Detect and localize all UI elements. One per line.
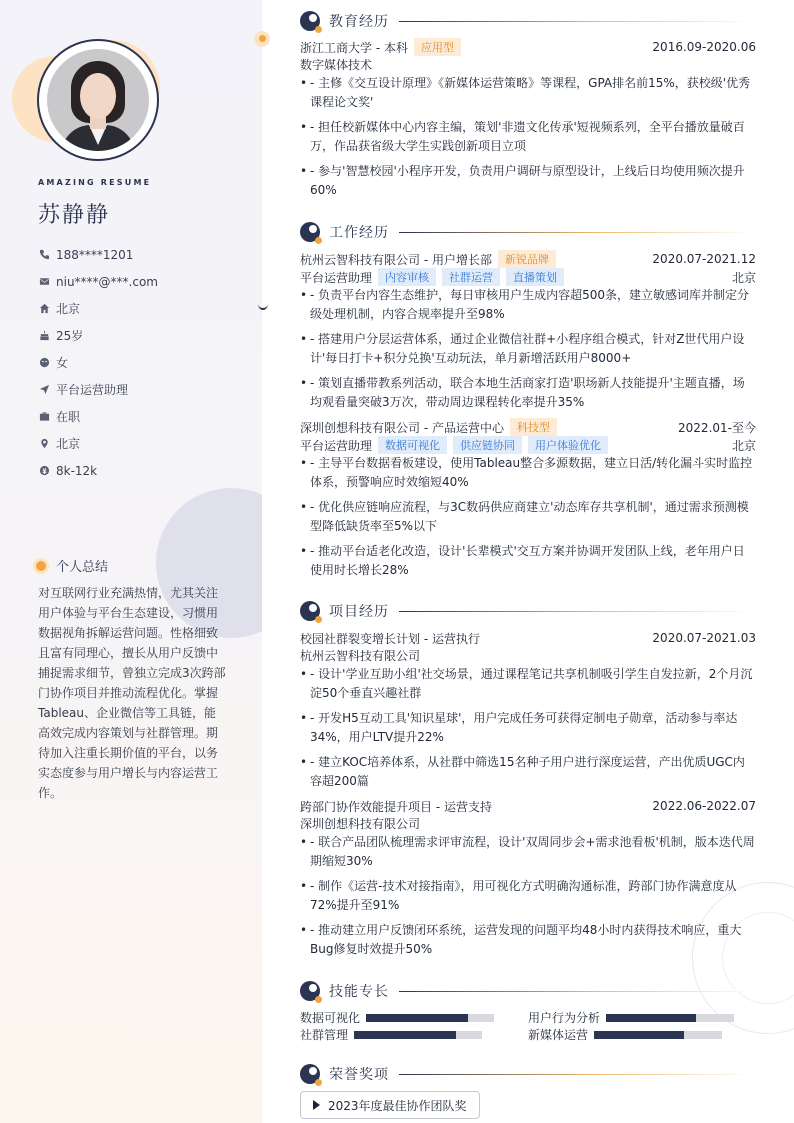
section-title: 项目经历	[329, 604, 389, 620]
job-intention-text: 平台运营助理	[56, 383, 129, 397]
project-org: 杭州云智科技有限公司	[300, 649, 421, 663]
avatar-photo	[47, 49, 149, 151]
skill-item	[300, 1009, 528, 1026]
skill-item	[528, 1026, 756, 1043]
section-header	[300, 221, 756, 243]
job-city: 北京	[731, 438, 756, 453]
info-item	[38, 295, 158, 322]
info-item	[38, 457, 158, 484]
section-header	[300, 980, 756, 1002]
skill-bar	[606, 1014, 734, 1022]
section-header	[300, 1063, 756, 1085]
company-tag: 科技型	[510, 418, 557, 436]
status-text: 在职	[56, 410, 81, 424]
skill-bar-fill	[366, 1014, 468, 1022]
info-item	[38, 322, 158, 349]
education-bullets	[300, 74, 756, 200]
section-icon	[300, 981, 320, 1001]
info-item	[38, 241, 158, 268]
school-tag: 应用型	[414, 38, 461, 56]
job-date: 2020.07-2021.12	[652, 252, 756, 266]
info-item	[38, 349, 158, 376]
list-item: • - 策划直播带教系列活动，联合本地生活商家打造'职场新人技能提升'主题直播，场均观看量突破3万次，带动周边课程转化率提升35%	[300, 374, 756, 412]
project-header	[300, 797, 756, 815]
summary-heading	[36, 556, 108, 575]
education-header	[300, 38, 756, 56]
decor-dot	[254, 31, 270, 47]
project-bullets	[300, 833, 756, 959]
section-header	[300, 10, 756, 32]
awards-section	[300, 1063, 756, 1119]
residence-text: 北京	[56, 302, 81, 316]
play-triangle-icon	[313, 1100, 320, 1110]
list-item: • - 开发H5互动工具'知识星球'，用户完成任务可获得定制电子勋章，活动参与率达34%，用户LTV提升22%	[300, 709, 756, 747]
info-item	[38, 376, 158, 403]
section-icon	[300, 222, 320, 242]
section-title: 教育经历	[329, 14, 389, 30]
contact-info-list	[38, 241, 158, 484]
job-date: 2022.01-至今	[678, 420, 756, 435]
award-item	[300, 1091, 480, 1119]
job-bullets	[300, 286, 756, 412]
phone-icon	[38, 249, 50, 261]
skill-bar-fill	[594, 1031, 684, 1039]
skill-name: 新媒体运营	[528, 1028, 589, 1042]
list-item: • - 建立KOC培养体系，从社群中筛选15名种子用户进行深度运营，产出优质UGC内容超200篇	[300, 753, 756, 791]
mail-icon	[38, 276, 50, 288]
salary-icon	[38, 465, 50, 477]
skill-name: 社群管理	[300, 1028, 349, 1042]
list-item: • - 联合产品团队梳理需求评审流程，设计'双周同步会+需求池看板'机制，版本迭代周期缩短30%	[300, 833, 756, 871]
job-role: 平台运营助理	[300, 270, 373, 285]
company-name: 杭州云智科技有限公司 - 用户增长部	[300, 252, 492, 267]
job-bullets	[300, 454, 756, 580]
skill-tag: 直播策划	[506, 268, 564, 286]
summary-text: 对互联网行业充满热情，尤其关注用户体验与平台生态建设，习惯用数据视角拆解运营问题。性格细致且富有同理心，擅长从用户反馈中捕捉需求细节，曾独立完成3次跨部门协作项目并推动流程优化。掌握Tableau、企业微信等工具链，能高效完成内容策划与社群管理。期待加入注重长期价值的平台，以务实态度参与用户增长与内容运营工作。	[38, 586, 226, 800]
list-item: • - 制作《运营-技术对接指南》，用可视化方式明确沟通标准，跨部门协作满意度从72%提升至91%	[300, 877, 756, 915]
section-divider	[399, 611, 756, 612]
briefcase-icon	[38, 411, 50, 423]
project-name: 跨部门协作效能提升项目 - 运营支持	[300, 799, 492, 814]
gender-text: 女	[56, 356, 69, 370]
company-tag: 新锐品牌	[498, 250, 556, 268]
education-section	[300, 10, 756, 206]
section-header	[300, 600, 756, 622]
skill-row	[300, 1026, 756, 1043]
skill-bar-fill	[354, 1031, 456, 1039]
section-divider	[399, 21, 756, 22]
info-item	[38, 268, 158, 295]
main-content	[300, 0, 756, 1123]
candidate-name: 苏静静	[38, 203, 111, 228]
job-role: 平台运营助理	[300, 438, 373, 453]
skill-bar	[594, 1031, 722, 1039]
projects-section	[300, 600, 756, 965]
project-header	[300, 629, 756, 647]
list-item: • - 主修《交互设计原理》《新媒体运营策略》等课程，GPA排名前15%，获校级'优秀课程论文奖'	[300, 74, 756, 112]
list-item: • - 推动平台适老化改造，设计'长辈模式'交互方案并协调开发团队上线，老年用户日使用时长增长28%	[300, 542, 756, 580]
sidebar	[0, 0, 262, 1123]
skill-item	[528, 1009, 756, 1026]
list-item: • - 主导平台数据看板建设，使用Tableau整合多源数据，建立日活/转化漏斗实时监控体系，预警响应时效缩短40%	[300, 454, 756, 492]
work-section	[300, 221, 756, 586]
avatar	[37, 39, 159, 161]
section-title: 技能专长	[329, 984, 389, 1000]
project-date: 2020.07-2021.03	[652, 631, 756, 645]
skill-tag: 内容审核	[378, 268, 436, 286]
skill-name: 用户行为分析	[528, 1011, 601, 1025]
section-icon	[300, 11, 320, 31]
school-name: 浙江工商大学 - 本科	[300, 40, 408, 55]
section-divider	[399, 1074, 756, 1075]
project-entry	[300, 629, 756, 791]
city-text: 北京	[56, 437, 81, 451]
job-city: 北京	[731, 270, 756, 285]
job-role-row	[300, 436, 756, 454]
list-item: • - 优化供应链响应流程，与3C数码供应商建立'动态库存共享机制'，通过需求预测模型降低缺货率至5%以下	[300, 498, 756, 536]
job-header	[300, 250, 756, 268]
decor-mark	[258, 298, 268, 310]
skill-tag: 数据可视化	[378, 436, 447, 454]
skill-tag: 供应链协同	[453, 436, 522, 454]
skill-row	[300, 1009, 756, 1026]
project-org: 深圳创想科技有限公司	[300, 817, 421, 831]
send-icon	[38, 384, 50, 396]
section-divider	[399, 232, 756, 233]
skill-bar	[366, 1014, 494, 1022]
project-date: 2022.06-2022.07	[652, 799, 756, 813]
major: 数字媒体技术	[300, 58, 373, 72]
cake-icon	[38, 330, 50, 342]
section-title: 工作经历	[329, 225, 389, 241]
skill-tag: 用户体验优化	[528, 436, 608, 454]
job-entry	[300, 250, 756, 412]
list-item: • - 设计'学业互助小组'社交场景，通过课程笔记共享机制吸引学生自发拉新，2个月沉淀50个垂直兴趣社群	[300, 665, 756, 703]
project-bullets	[300, 665, 756, 791]
job-role-row	[300, 268, 756, 286]
summary-dot-icon	[36, 561, 46, 571]
project-entry	[300, 797, 756, 959]
section-icon	[300, 601, 320, 621]
info-item	[38, 430, 158, 457]
list-item: • - 参与'智慧校园'小程序开发，负责用户调研与原型设计，上线后日均使用频次提升60%	[300, 162, 756, 200]
company-name: 深圳创想科技有限公司 - 产品运营中心	[300, 420, 504, 435]
job-entry	[300, 418, 756, 580]
project-name: 校园社群裂变增长计划 - 运营执行	[300, 631, 480, 646]
skill-bar-fill	[606, 1014, 696, 1022]
skills-section	[300, 980, 756, 1043]
home-icon	[38, 303, 50, 315]
location-pin-icon	[38, 438, 50, 450]
summary-title: 个人总结	[56, 560, 109, 575]
age-text: 25岁	[56, 329, 84, 343]
resume-tagline: AMAZING RESUME	[38, 178, 152, 187]
salary-text: 8k-12k	[56, 463, 98, 478]
skill-item	[300, 1026, 528, 1043]
skill-tag: 社群运营	[442, 268, 500, 286]
skill-bar	[354, 1031, 482, 1039]
info-item	[38, 403, 158, 430]
gender-icon	[38, 357, 50, 369]
section-icon	[300, 1064, 320, 1084]
award-text: 2023年度最佳协作团队奖	[328, 1098, 467, 1113]
job-header	[300, 418, 756, 436]
email-text: niu****@***.com	[56, 274, 158, 289]
list-item: • - 推动建立用户反馈闭环系统，运营发现的问题平均48小时内获得技术响应，重大Bug修复时效提升50%	[300, 921, 756, 959]
list-item: • - 担任校新媒体中心内容主编，策划'非遗文化传承'短视频系列，全平台播放量破百万，作品获省级大学生实践创新项目立项	[300, 118, 756, 156]
section-title: 荣誉奖项	[329, 1067, 389, 1083]
skill-name: 数据可视化	[300, 1011, 361, 1025]
phone-text: 188****1201	[56, 247, 134, 262]
section-divider	[399, 991, 756, 992]
education-date: 2016.09-2020.06	[652, 40, 756, 54]
list-item: • - 搭建用户分层运营体系，通过企业微信社群+小程序组合模式，针对Z世代用户设计'每日打卡+积分兑换'互动玩法，单月新增活跃用户8000+	[300, 330, 756, 368]
list-item: • - 负责平台内容生态维护，每日审核用户生成内容超500条，建立敏感词库并制定分级处理机制，内容合规率提升至98%	[300, 286, 756, 324]
